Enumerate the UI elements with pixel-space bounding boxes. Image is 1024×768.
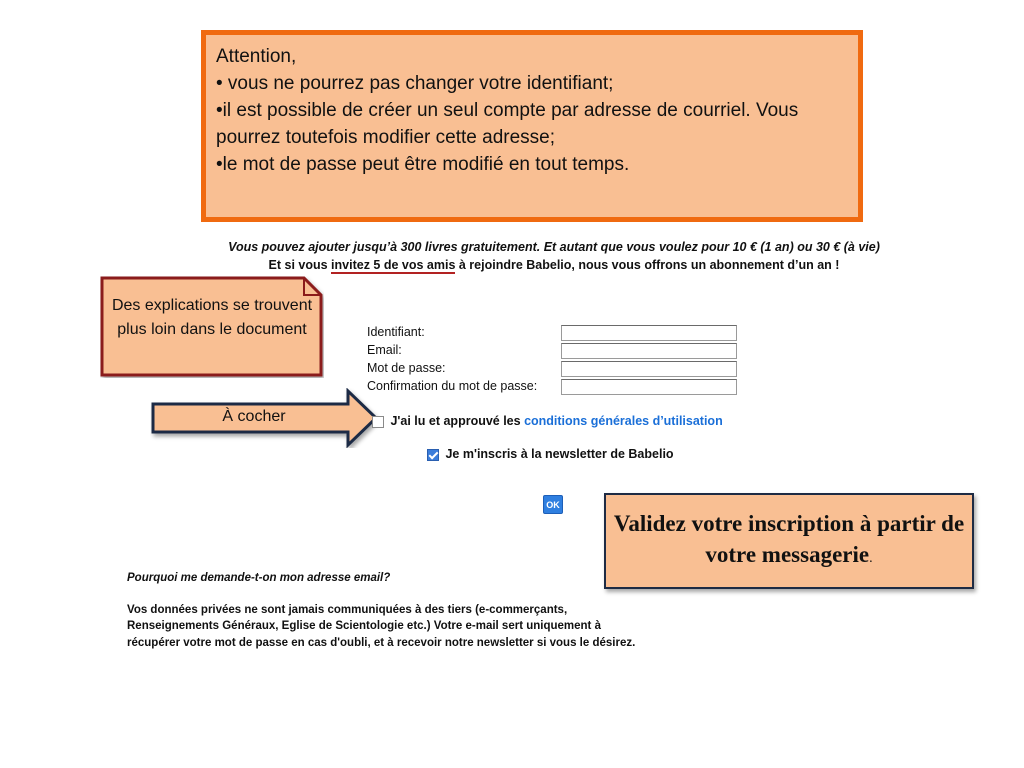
attention-line: • vous ne pourrez pas changer votre identifiant; xyxy=(216,73,614,94)
invite-friends-link[interactable]: invitez 5 de vos amis xyxy=(331,258,456,272)
attention-line: •le mot de passe peut être modifié en tout temps. xyxy=(216,154,630,175)
identifiant-label: Identifiant: xyxy=(367,325,425,339)
confirm-password-label: Confirmation du mot de passe: xyxy=(367,379,538,393)
ok-button[interactable]: OK xyxy=(543,495,563,514)
validate-suffix: . xyxy=(869,551,873,566)
explanation-text: Des explications se trouvent plus loin dans le document xyxy=(111,297,313,338)
attention-line: Attention, xyxy=(216,46,297,67)
why-email-line: récupérer votre mot de passe en cas d'oubli, et à recevoir notre newsletter si vous le désirez. xyxy=(127,637,636,649)
why-email-line: Vos données privées ne sont jamais communiquées à des tiers (e-commerçants, xyxy=(127,604,568,616)
attention-line: •il est possible de créer un seul compte par adresse de courriel. Vous xyxy=(216,100,799,121)
confirm-password-input[interactable] xyxy=(561,379,737,395)
email-label: Email: xyxy=(367,343,402,357)
email-input[interactable] xyxy=(561,343,737,359)
validate-box xyxy=(604,493,974,589)
attention-line: pourrez toutefois modifier cette adresse; xyxy=(216,127,556,148)
terms-checkbox[interactable] xyxy=(372,416,384,428)
explanation-callout xyxy=(100,276,324,378)
password-input[interactable] xyxy=(561,361,737,377)
cocher-arrow xyxy=(150,388,380,448)
attention-box xyxy=(201,30,863,222)
promo-text: Et si vous xyxy=(268,258,332,272)
password-label: Mot de passe: xyxy=(367,361,446,375)
promo-line-2 xyxy=(150,258,958,274)
promo-text: à rejoindre Babelio, nous vous offrons un abonnement d’un an ! xyxy=(455,258,840,272)
terms-row xyxy=(372,414,723,428)
newsletter-label: Je m'inscris à la newsletter de Babelio xyxy=(445,447,674,461)
validate-text: Validez votre inscription à partir de votre messagerie xyxy=(613,511,965,567)
identifiant-input[interactable] xyxy=(561,325,737,341)
terms-label: J'ai lu et approuvé les xyxy=(390,414,525,428)
validate-text-block xyxy=(606,508,972,574)
why-email-title: Pourquoi me demande-t-on mon adresse email? xyxy=(127,572,391,584)
why-email-line: Renseignements Généraux, Eglise de Scientologie etc.) Votre e-mail sert uniquement à xyxy=(127,620,601,632)
terms-link[interactable]: conditions générales d’utilisation xyxy=(524,414,723,428)
cocher-text: À cocher xyxy=(222,408,286,425)
newsletter-row xyxy=(427,447,674,461)
promo-line-1: Vous pouvez ajouter jusqu’à 300 livres gratuitement. Et autant que vous voulez pour 10 € (1 an) ou 30 € (à vie) xyxy=(228,240,880,254)
newsletter-checkbox[interactable] xyxy=(427,449,439,461)
